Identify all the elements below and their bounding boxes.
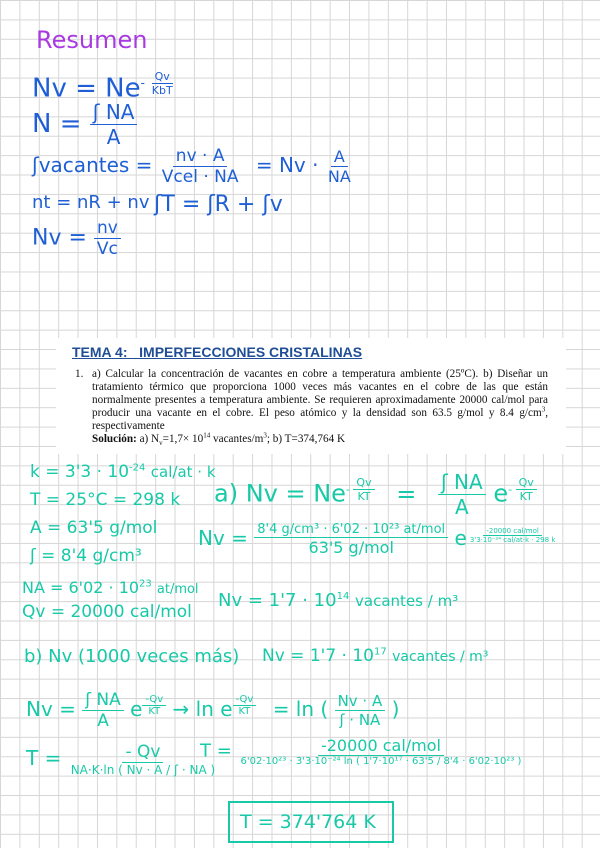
final-answer: T = 374'764 K [240, 811, 376, 833]
fraction-denominator: 6'02·10²³ · 3'3·10⁻²⁴ ln ( 1'7·10¹⁷ · 63'5 / 8'4 · 6'02·10²³ ) [240, 756, 522, 767]
formula-e: e [493, 479, 509, 508]
fraction-denominator: NA [327, 167, 351, 186]
result-exp: 14 [336, 591, 350, 602]
given-unit: at/mol [156, 582, 199, 597]
problem-body: a) Calcular la concentración de vacantes en cobre a temperatura ambiente (25ºC). b) Diseñar un tratamiento térmico que proporciona 1000 veces más vacantes en el cobre de las que están normalmente presentes a temperatura ambiente. Se requieren aproximadamente 20000 cal/mol para producir una vacante en el cobre. El peso atómico y la densidad son 63.5 g/mol y 8.4 g/cm [92, 368, 548, 419]
result-text: Nv = 1'7 · 10 [218, 590, 337, 611]
exp-denominator: KT [357, 490, 371, 503]
solution-a2: =1,7× 10 [162, 433, 204, 445]
formula-text: a) Nv = Ne [214, 479, 346, 508]
problem-sup: 3 [541, 405, 546, 414]
part-b-substitution [200, 736, 524, 767]
formula-eq: = [396, 479, 417, 508]
exp-denominator: KT [148, 705, 161, 717]
result-unit: vacantes / m³ [355, 592, 459, 610]
problem-statement-box [56, 338, 566, 454]
fraction-denominator: Vc [96, 239, 118, 259]
solution-a-sub: v [159, 439, 163, 448]
fraction-denominator: A [106, 125, 121, 149]
exp-numerator: -Qv [142, 694, 166, 706]
solution-a-sup: 14 [203, 431, 211, 440]
formula-eq: = ln ( [272, 697, 329, 721]
part-b-header: b) Nv (1000 veces más) [24, 646, 240, 667]
part-b-target [262, 646, 488, 666]
fraction-denominator: Vcel · NA [161, 167, 239, 187]
given-qv: Qv = 20000 cal/mol [22, 602, 192, 622]
formula-text: Nv = [26, 697, 76, 721]
formula-close: ) [391, 697, 400, 721]
exp-numerator: Qv [516, 476, 537, 490]
fraction-numerator: - Qv [122, 742, 163, 763]
given-unit: cal/at · k [150, 463, 216, 481]
problem-number: 1. [75, 368, 84, 380]
formula-e: e [454, 526, 467, 550]
given-text: NA = 6'02 · 10 [22, 578, 140, 597]
exp-numerator: -Qv [233, 694, 257, 706]
formula-e: e [130, 697, 143, 721]
solution-a3: vacantes/m [210, 433, 264, 445]
fraction-numerator: ʃ NA [438, 470, 486, 495]
given-k [30, 462, 216, 482]
part-a-formula: a) $Nv = Ne^{- \frac{Qv}{KT}}$ = $\frac{\text{ʃ NA}}{A}$ $e^{- \frac{Qv}{KT}}$ [214, 470, 537, 519]
fraction-numerator: A [331, 147, 348, 167]
given-density: ʃ = 8'4 g/cm³ [30, 546, 142, 566]
exp-numerator: -20000 cal/mol [483, 527, 542, 536]
formula-text: Nv = [198, 526, 248, 550]
given-text: k = 3'3 · 10 [30, 462, 130, 482]
given-avogadro [22, 578, 199, 597]
formula-text: Nv = Ne [32, 73, 141, 104]
solution-b: ; b) T=374,764 K [266, 433, 346, 445]
fraction-numerator: ʃ NA [90, 100, 138, 125]
part-a-result [218, 590, 458, 611]
summary-formula-nv-density [32, 218, 121, 259]
formula-arrow: → ln e [172, 697, 233, 721]
target-exp: 17 [373, 646, 387, 658]
fraction-denominator: ʃ · NA [339, 711, 381, 729]
summary-formula-nt: nt = nR + nv [32, 192, 150, 213]
fraction-denominator: NA·K·ln ( Nv · A / ʃ · NA ) [70, 763, 216, 777]
formula-text: T = [26, 746, 62, 770]
summary-formula-ft: ʃT = ʃR + ʃv [154, 192, 283, 217]
given-atomic-weight: A = 63'5 g/mol [30, 518, 158, 538]
formula-text: T = [200, 740, 232, 762]
fraction-numerator: 8'4 g/cm³ · 6'02 · 10²³ at/mol [254, 522, 448, 538]
given-temperature: T = 25°C = 298 k [30, 490, 181, 510]
heading: Resumen [36, 26, 148, 54]
exp-denominator: KT [238, 705, 251, 717]
problem-text [75, 368, 548, 448]
formula-text: Nv = [32, 225, 87, 251]
formula-text: ʃvacantes = [32, 153, 153, 177]
part-b-derivation [26, 690, 399, 731]
problem-end: , respectivamente [92, 407, 548, 432]
part-b-temperature-formula [26, 742, 218, 777]
summary-formula-n [32, 100, 137, 149]
exp-numerator: Qv [353, 476, 374, 490]
summary-formula-fvacantes [32, 146, 354, 187]
fraction-numerator: Nv · A [335, 692, 386, 711]
formula-text: N = [32, 109, 82, 139]
answer-box [228, 801, 394, 843]
given-exp: 23 [139, 578, 152, 590]
part-a-substitution [198, 522, 558, 557]
given-exp: -24 [129, 462, 146, 474]
fraction-denominator: A [97, 711, 109, 731]
fraction-denominator: A [455, 495, 469, 519]
target-text: Nv = 1'7 · 10 [262, 646, 374, 666]
fraction-numerator: ʃ NA [82, 690, 123, 711]
exp-numerator: Qv [152, 70, 173, 84]
fraction-numerator: nv · A [173, 146, 228, 167]
solution-a: a) N [136, 433, 160, 445]
formula-text: = Nv · [255, 153, 319, 177]
solution-a-sup2: 3 [263, 431, 267, 440]
summary-formula-nv: $Nv = Ne^{- \frac{Qv}{\text{KbT}}}$ [32, 70, 176, 104]
fraction-numerator: -20000 cal/mol [318, 736, 444, 756]
exp-denominator: KbT [151, 84, 173, 97]
fraction-denominator: 63'5 g/mol [308, 538, 394, 557]
fraction-numerator: nv [94, 218, 121, 239]
topic-title: TEMA 4: IMPERFECCIONES CRISTALINAS [72, 344, 363, 360]
exp-denominator: 3'3·10⁻²⁴ cal/at·k · 298 k [469, 535, 556, 544]
exp-denominator: KT [519, 490, 533, 503]
target-unit: vacantes / m³ [392, 649, 489, 665]
solution-label: Solución: [92, 433, 137, 445]
